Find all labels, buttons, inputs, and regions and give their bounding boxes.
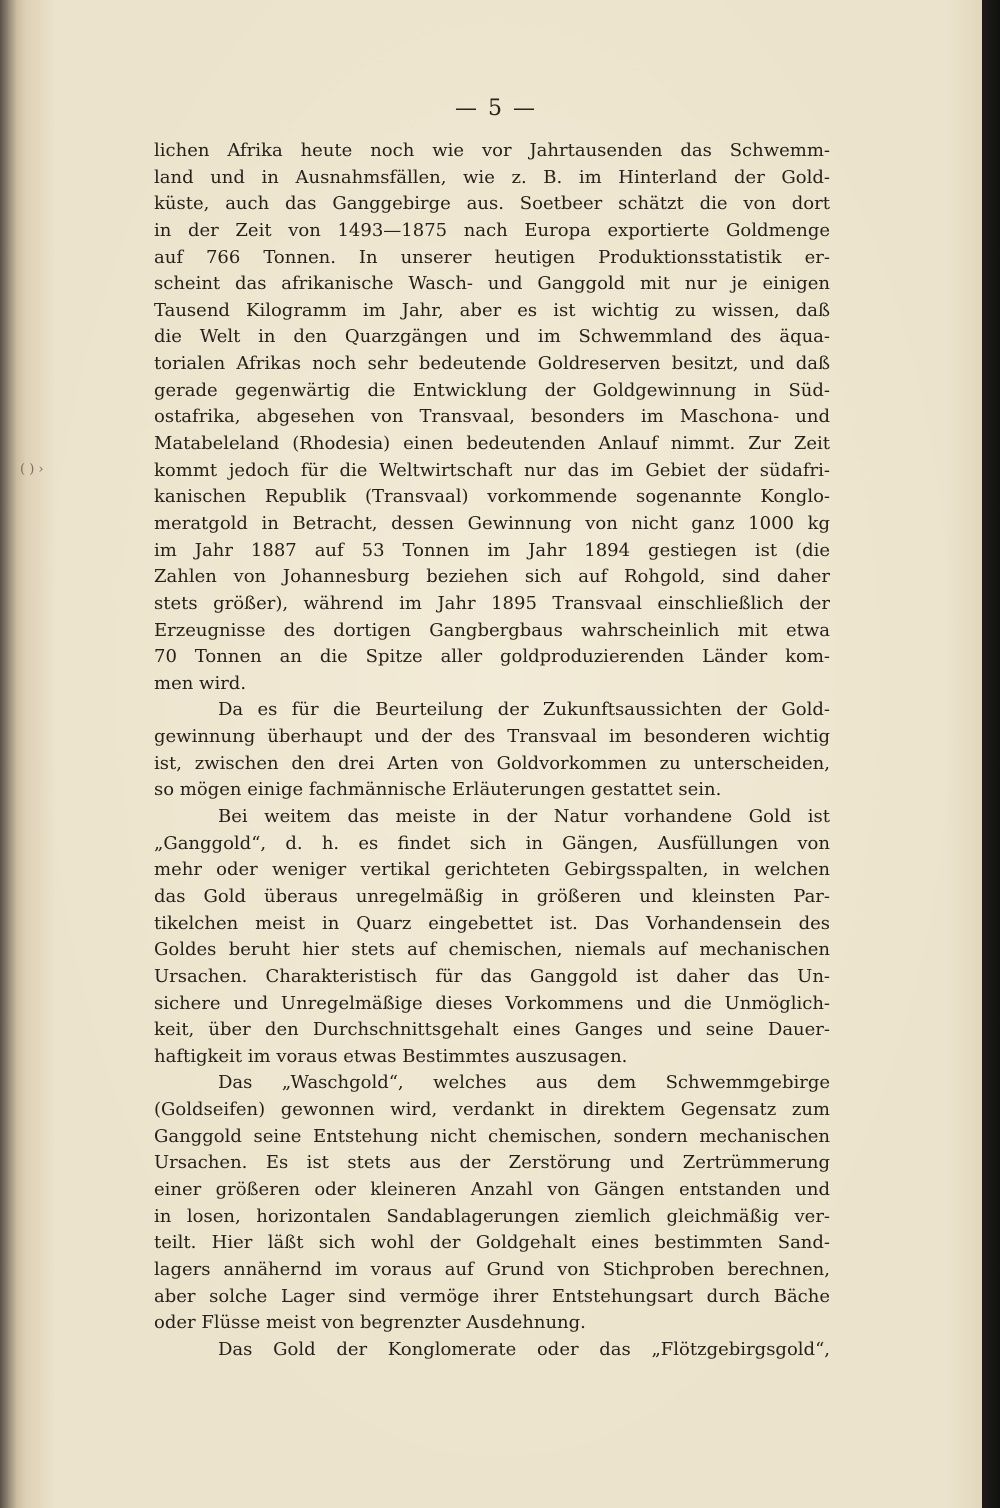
text-line: Ursachen. Charakteristisch für das Ganggold ist daher das Un- bbox=[154, 965, 830, 987]
text-line: „Ganggold“, d. h. es findet sich in Gängen, Ausfüllungen von bbox=[154, 832, 830, 854]
page-number: — 5 — bbox=[455, 96, 537, 121]
book-page bbox=[16, 0, 982, 1508]
text-line: Das Gold der Konglomerate oder das „Flötzgebirgsgold“, bbox=[218, 1338, 830, 1360]
text-line: gerade gegenwärtig die Entwicklung der Goldgewinnung in Süd- bbox=[154, 379, 830, 401]
text-line: Bei weitem das meiste in der Natur vorhandene Gold ist bbox=[218, 806, 830, 828]
text-line: keit, über den Durchschnittsgehalt eines Ganges und seine Dauer- bbox=[154, 1019, 830, 1041]
page-edge bbox=[982, 0, 1000, 1508]
text-line: haftigkeit im voraus etwas Bestimmtes auszusagen. bbox=[154, 1045, 628, 1067]
text-line: die Welt in den Quarzgängen und im Schwemmland des äqua- bbox=[154, 326, 830, 348]
text-line: Erzeugnisse des dortigen Gangbergbaus wahrscheinlich mit etwa bbox=[154, 619, 830, 641]
text-line: gewinnung überhaupt und der des Transvaal im besonderen wichtig bbox=[154, 726, 830, 748]
text-line: Goldes beruht hier stets auf chemischen, niemals auf mechanischen bbox=[154, 939, 830, 961]
text-line: men wird. bbox=[154, 672, 247, 694]
text-line: Ganggold seine Entstehung nicht chemischen, sondern mechanischen bbox=[154, 1125, 830, 1147]
text-line: in losen, horizontalen Sandablagerungen ziemlich gleichmäßig ver- bbox=[154, 1205, 830, 1227]
text-line: tikelchen meist in Quarz eingebettet ist. Das Vorhandensein des bbox=[154, 912, 830, 934]
text-line: lagers annähernd im voraus auf Grund von Stichproben berechnen, bbox=[154, 1258, 830, 1280]
text-line: Zahlen von Johannesburg beziehen sich auf Rohgold, sind daher bbox=[154, 566, 830, 588]
text-line: in der Zeit von 1493—1875 nach Europa exportierte Goldmenge bbox=[154, 219, 830, 241]
text-line: aber solche Lager sind vermöge ihrer Entstehungsart durch Bäche bbox=[154, 1285, 830, 1307]
text-line: land und in Ausnahmsfällen, wie z. B. im Hinterland der Gold- bbox=[154, 166, 830, 188]
text-line: Tausend Kilogramm im Jahr, aber es ist wichtig zu wissen, daß bbox=[154, 299, 830, 321]
margin-mark: ( ) › bbox=[20, 462, 44, 477]
text-line: 70 Tonnen an die Spitze aller goldproduzierenden Länder kom- bbox=[154, 646, 830, 668]
text-line: (Goldseifen) gewonnen wird, verdankt in direktem Gegensatz zum bbox=[154, 1099, 830, 1121]
text-line: sichere und Unregelmäßige dieses Vorkommens und die Unmöglich- bbox=[154, 992, 830, 1014]
text-line: küste, auch das Ganggebirge aus. Soetbeer schätzt die von dort bbox=[154, 193, 830, 215]
text-line: einer größeren oder kleineren Anzahl von Gängen entstanden und bbox=[154, 1178, 830, 1200]
text-line: scheint das afrikanische Wasch- und Ganggold mit nur je einigen bbox=[154, 273, 830, 295]
text-line: lichen Afrika heute noch wie vor Jahrtausenden das Schwemm- bbox=[154, 140, 830, 161]
text-line: auf 766 Tonnen. In unserer heutigen Produktionsstatistik er- bbox=[154, 246, 830, 268]
body-text bbox=[154, 138, 830, 1363]
text-line: Da es für die Beurteilung der Zukunftsaussichten der Gold- bbox=[218, 699, 830, 721]
text-line: torialen Afrikas noch sehr bedeutende Goldreserven besitzt, und daß bbox=[154, 353, 830, 375]
text-line: das Gold überaus unregelmäßig in größeren und kleinsten Par- bbox=[154, 885, 830, 907]
text-line: Das „Waschgold“, welches aus dem Schwemmgebirge bbox=[218, 1072, 830, 1094]
text-line: ostafrika, abgesehen von Transvaal, besonders im Maschona- und bbox=[154, 406, 830, 428]
text-line: Matabeleland (Rhodesia) einen bedeutenden Anlauf nimmt. Zur Zeit bbox=[154, 433, 830, 455]
text-line: teilt. Hier läßt sich wohl der Goldgehalt eines bestimmten Sand- bbox=[154, 1232, 830, 1254]
text-line: Ursachen. Es ist stets aus der Zerstörung und Zertrümmerung bbox=[154, 1152, 830, 1174]
text-line: meratgold in Betracht, dessen Gewinnung von nicht ganz 1000 kg bbox=[154, 512, 830, 534]
book-gutter bbox=[0, 0, 16, 1508]
text-line: so mögen einige fachmännische Erläuterungen gestattet sein. bbox=[154, 779, 722, 801]
text-line: ist, zwischen den drei Arten von Goldvorkommen zu unterscheiden, bbox=[154, 752, 830, 774]
text-line: kommt jedoch für die Weltwirtschaft nur das im Gebiet der südafri- bbox=[154, 459, 830, 481]
text-line: oder Flüsse meist von begrenzter Ausdehnung. bbox=[154, 1312, 586, 1334]
text-line: stets größer), während im Jahr 1895 Transvaal einschließlich der bbox=[154, 592, 830, 614]
text-line: kanischen Republik (Transvaal) vorkommende sogenannte Konglo- bbox=[154, 486, 830, 508]
text-line: mehr oder weniger vertikal gerichteten Gebirgsspalten, in welchen bbox=[154, 859, 830, 881]
text-line: im Jahr 1887 auf 53 Tonnen im Jahr 1894 gestiegen ist (die bbox=[154, 539, 830, 561]
